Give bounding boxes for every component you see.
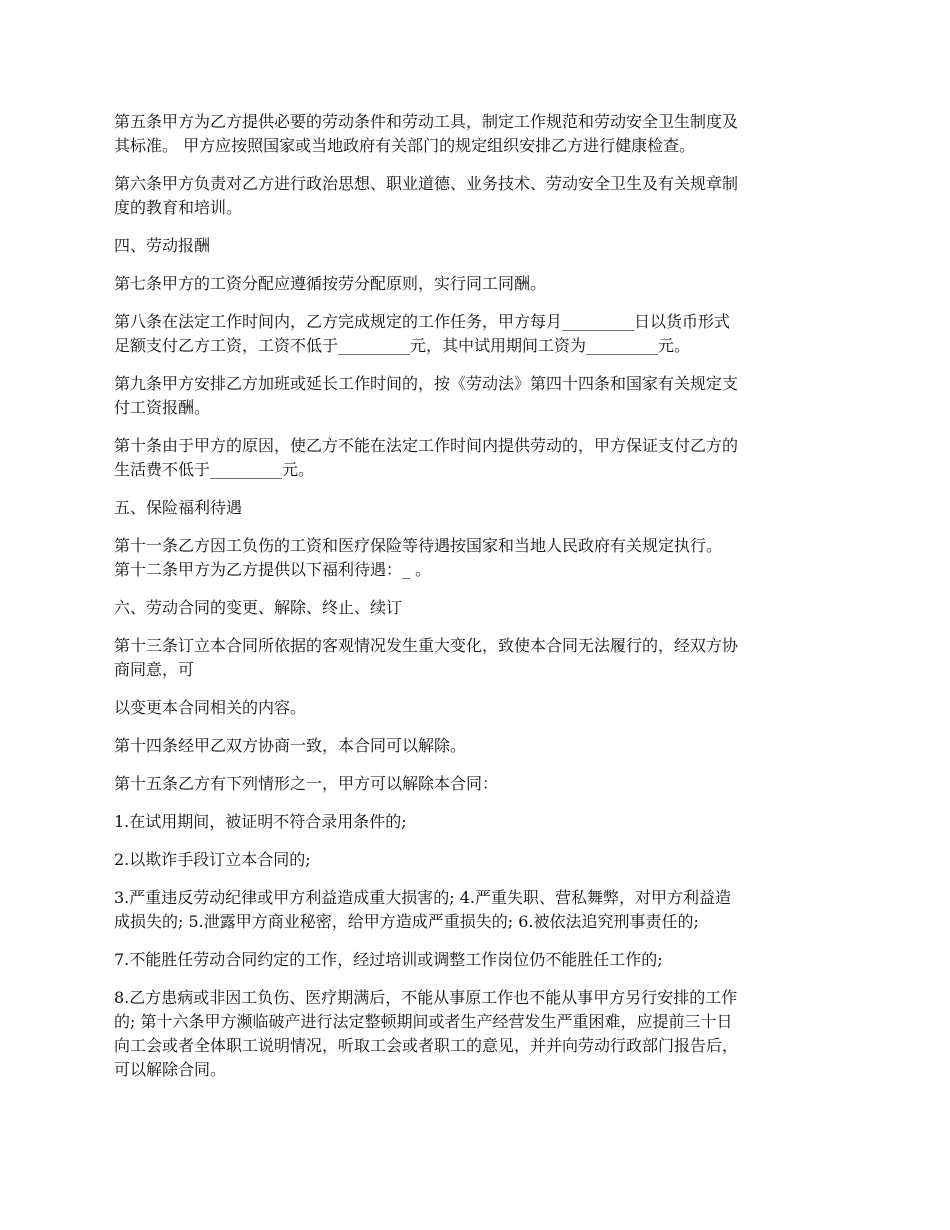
list-item-8-and-article-16	[114, 986, 842, 1082]
text-line: 第八条在法定工作时间内，乙方完成规定的工作任务，甲方每月_________日以货币形式	[114, 312, 731, 331]
text-line: 8.乙方患病或非因工负伤、医疗期满后，不能从事原工作也不能从事甲方另行安排的工作	[114, 988, 738, 1007]
text-line: 付工资报酬。	[114, 398, 211, 417]
paragraph-article-15	[114, 772, 842, 796]
paragraph-article-13-continued	[114, 696, 842, 720]
section-heading-insurance	[114, 496, 842, 520]
text-line: 度的教育和培训。	[114, 198, 243, 217]
paragraph-article-9	[114, 372, 842, 420]
list-item-7	[114, 948, 842, 972]
text-line: 第十条由于甲方的原因，使乙方不能在法定工作时间内提供劳动的，甲方保证支付乙方的	[114, 436, 739, 455]
text-line: 足额支付乙方工资，工资不低于_________元，其中试用期间工资为_________元。	[114, 336, 691, 355]
text-line: 2.以欺诈手段订立本合同的;	[114, 850, 311, 869]
text-line: 的; 第十六条甲方濒临破产进行法定整顿期间或者生产经营发生严重困难，应提前三十日	[114, 1012, 733, 1031]
list-item-1	[114, 810, 842, 834]
paragraph-article-7	[114, 272, 842, 296]
section-heading-remuneration	[114, 234, 842, 258]
text-line: 3.严重违反劳动纪律或甲方利益造成重大损害的; 4.严重失职、营私舞弊，对甲方利益造	[114, 888, 732, 907]
text-line: 第十五条乙方有下列情形之一，甲方可以解除本合同：	[114, 774, 499, 793]
text-line: 成损失的; 5.泄露甲方商业秘密，给甲方造成严重损失的; 6.被依法追究刑事责任的;	[114, 912, 699, 931]
document-body	[114, 110, 842, 1082]
text-line: 第六条甲方负责对乙方进行政治思想、职业道德、业务技术、劳动安全卫生及有关规章制	[114, 174, 739, 193]
text-line: 第七条甲方的工资分配应遵循按劳分配原则，实行同工同酬。	[114, 274, 547, 293]
list-item-2	[114, 848, 842, 872]
paragraph-article-5	[114, 110, 842, 158]
paragraph-article-6	[114, 172, 842, 220]
text-line: 第十三条订立本合同所依据的客观情况发生重大变化，致使本合同无法履行的，经双方协	[114, 636, 739, 655]
text-line: 其标准。 甲方应按照国家或当地政府有关部门的规定组织安排乙方进行健康检查。	[114, 136, 696, 155]
text-line: 第十一条乙方因工负伤的工资和医疗保险等待遇按国家和当地人民政府有关规定执行。	[114, 536, 723, 555]
text-line: 第九条甲方安排乙方加班或延长工作时间的，按《劳动法》第四十四条和国家有关规定支	[114, 374, 739, 393]
paragraph-article-10	[114, 434, 842, 482]
text-line: 向工会或者全体职工说明情况，听取工会或者职工的意见，并并向劳动行政部门报告后，	[114, 1036, 739, 1055]
text-line: 7.不能胜任劳动合同约定的工作，经过培训或调整工作岗位仍不能胜任工作的;	[114, 950, 663, 969]
text-line: 四、劳动报酬	[114, 236, 211, 255]
text-line: 1.在试用期间，被证明不符合录用条件的;	[114, 812, 407, 831]
text-line: 五、保险福利待遇	[114, 498, 243, 517]
paragraph-article-14	[114, 734, 842, 758]
text-line: 第五条甲方为乙方提供必要的劳动条件和劳动工具，制定工作规范和劳动安全卫生制度及	[114, 112, 739, 131]
paragraph-article-11-12	[114, 534, 842, 582]
list-item-3-6	[114, 886, 842, 934]
paragraph-article-13	[114, 634, 842, 682]
paragraph-article-8	[114, 310, 842, 358]
text-line: 生活费不低于_________元。	[114, 460, 315, 479]
text-line: 以变更本合同相关的内容。	[114, 698, 307, 717]
text-line: 可以解除合同。	[114, 1060, 227, 1079]
text-line: 第十四条经甲乙双方协商一致，本合同可以解除。	[114, 736, 467, 755]
text-line: 第十二条甲方为乙方提供以下福利待遇：_ 。	[114, 560, 432, 579]
text-line: 六、劳动合同的变更、解除、终止、续订	[114, 598, 403, 617]
text-line: 商同意，可	[114, 660, 195, 679]
section-heading-contract-changes	[114, 596, 842, 620]
